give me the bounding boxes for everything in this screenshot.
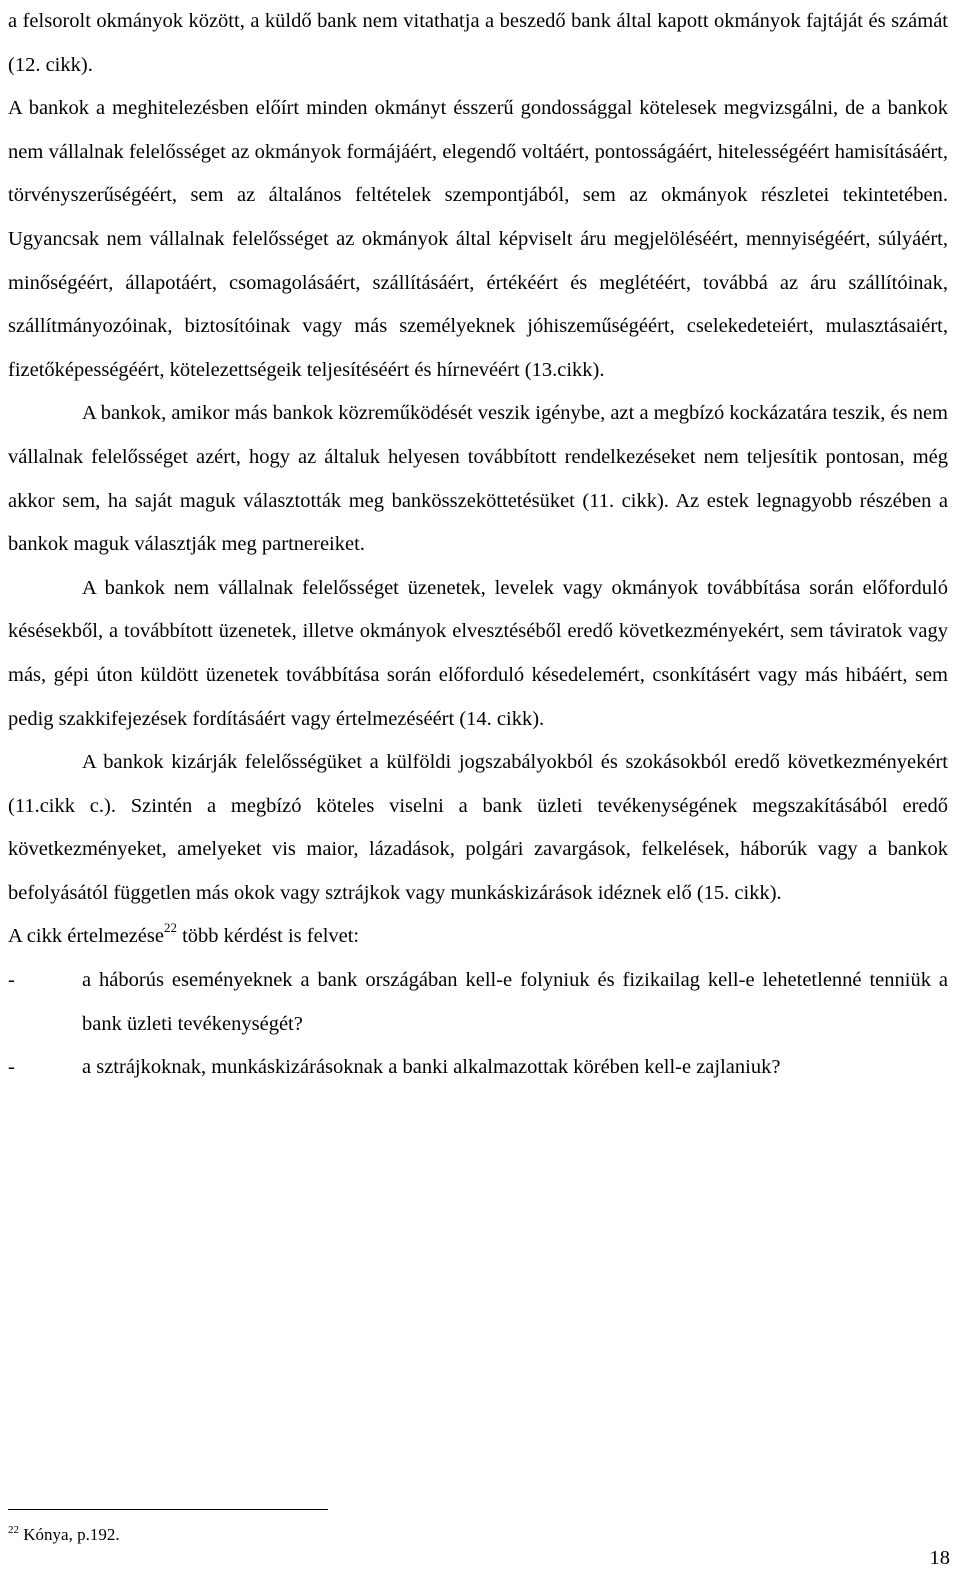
footnote: [8, 1524, 120, 1546]
list-dash-marker: -: [8, 969, 15, 992]
intro-line-continuation: több kérdést is felvet:: [176, 925, 360, 948]
page-number: 18: [929, 1547, 950, 1569]
footnote-separator: [8, 1509, 328, 1510]
footnote-reference[interactable]: 22: [163, 920, 177, 936]
list-dash-marker: -: [8, 1056, 15, 1079]
footnote-number: 22: [8, 1524, 19, 1536]
paragraph-5: A bankok kizárják felelősségüket a külföldi jogszabályokból és szokásokból eredő következményekért (11.cikk c.). Szintén a megbízó köteles viselni a bank üzleti tevékenységének megszakításából eredő következményeket, amelyeket vis maior, lázadások, polgári zavargások, felkelések, háborúk vagy a bankok befolyásától független más okok vagy sztrájkok vagy munkáskizárások idéznek elő (15. cikk).: [8, 751, 948, 904]
intro-line: [8, 915, 948, 959]
paragraph-2: A bankok a meghitelezésben előírt minden okmányt ésszerű gondossággal kötelesek megvizsgálni, de a bankok nem vállalnak felelősséget az okmányok formájáért, elegendő voltáért, pontosságáért, hitelességéért hamisításáért, törvényszerűségéért, sem az általános feltételek szempontjából, sem az okmányok részletei tekintetében. Ugyancsak nem vállalnak felelősséget az okmányok által képviselt áru megjelöléséért, mennyiségéért, súlyáért, minőségéért, állapotáért, csomagolásáért, szállításáért, értékéért és meglétéért, továbbá az áru szállítóinak, szállítmányozóinak, biztosítóinak vagy más személyeknek jóhiszeműségéért, cselekedeteiért, mulasztásaiért, fizetőképességéért, kötelezettségeik teljesítéséért és hírnevéért (13.cikk).: [8, 97, 948, 381]
intro-line-text: A cikk értelmezése: [8, 925, 164, 948]
list-item: [8, 959, 948, 1046]
list-item-text: a sztrájkoknak, munkáskizárásoknak a banki alkalmazottak körében kell-e zajlaniuk?: [82, 1056, 781, 1079]
question-list: [8, 959, 948, 1090]
list-item: [8, 1046, 948, 1090]
list-item-text: a háborús eseményeknek a bank országában kell-e folyniuk és fizikailag kell-e lehetetlenné tenniük a bank üzleti tevékenységét?: [82, 969, 948, 1035]
body-text: [8, 0, 948, 1090]
paragraph-4: A bankok nem vállalnak felelősséget üzenetek, levelek vagy okmányok továbbítása során előforduló késésekből, a továbbított üzenetek, illetve okmányok elvesztéséből eredő következményekért, sem táviratok vagy más, gépi úton küldött üzenetek továbbítása során előforduló késedelemért, csonkításért vagy más hibáért, sem pedig szakkifejezések fordításáért vagy értelmezéséért (14. cikk).: [8, 576, 948, 730]
footnote-text: Kónya, p.192.: [19, 1525, 120, 1544]
paragraph-1: a felsorolt okmányok között, a küldő bank nem vitathatja a beszedő bank által kapott okmányok fajtáját és számát (12. cikk).: [8, 10, 948, 76]
paragraph-3: A bankok, amikor más bankok közreműködését veszik igénybe, azt a megbízó kockázatára teszik, és nem vállalnak felelősséget azért, hogy az általuk helyesen továbbított rendelkezéseket nem teljesítik pontosan, még akkor sem, ha saját maguk választották meg bankösszeköttetésüket (11. cikk). Az estek legnagyobb részében a bankok maguk választják meg partnereiket.: [8, 402, 948, 556]
